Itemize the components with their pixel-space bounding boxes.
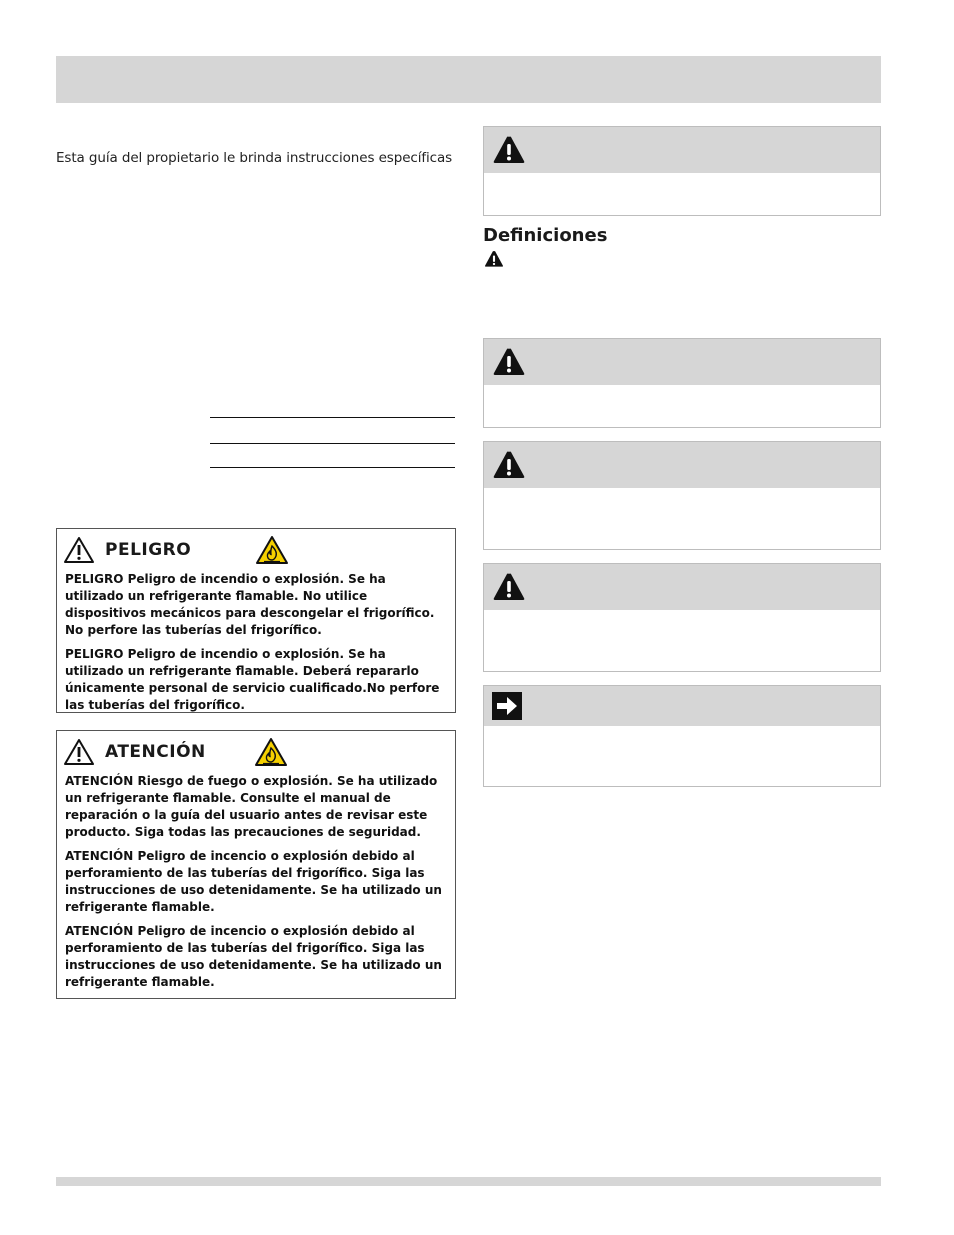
warning-triangle-icon [492,572,526,602]
danger-warning-box [56,528,456,713]
notice-header [484,127,880,173]
rule-line [210,467,455,468]
definitions-heading: Definiciones [483,225,608,246]
notice-header [484,564,880,610]
caution-warning-box [56,730,456,999]
warning-triangle-icon [63,536,95,564]
right-arrow-icon [492,692,522,720]
danger-title: PELIGRO [105,540,192,560]
caution-title: ATENCIÓN [105,742,206,762]
warning-triangle-icon [63,738,95,766]
danger-paragraph: PELIGRO Peligro de incendio o explosión. Se ha utilizado un refrigerante flamable. Deberá repararlo únicamente personal de servicio cualificado.No perfore las tuberías del frigorífico. [65,647,440,712]
warning-triangle-icon [484,250,504,268]
warning-triangle-icon [492,450,526,480]
footer-band [56,1177,881,1186]
danger-definition-box [483,338,881,428]
caution-box-header [57,731,455,773]
warning-notice-box [483,126,881,216]
danger-paragraph: PELIGRO Peligro de incendio o explosión. Se ha utilizado un refrigerante flamable. No utilice dispositivos mecánicos para descongelar el frigorífico. No perfore las tuberías del frigorífico. [65,572,435,637]
rule-line [210,443,455,444]
important-definition-box [483,685,881,787]
notice-header [484,442,880,488]
danger-box-header [57,529,455,571]
caution-definition-box [483,563,881,672]
flammable-fire-icon [254,737,288,767]
caution-paragraph: ATENCIÓN Peligro de incencio o explosión debido al perforamiento de las tuberías del frigorífico. Siga las instrucciones de uso detenidamente. Se ha utilizado un refrigerante flamable. [65,924,442,989]
header-band [56,56,881,103]
intro-text: Esta guía del propietario le brinda instrucciones específicas [56,150,453,166]
rule-line [210,417,455,418]
notice-header [484,339,880,385]
caution-paragraph: ATENCIÓN Riesgo de fuego o explosión. Se ha utilizado un refrigerante flamable. Consulte el manual de reparación o la guía del usuario antes de revisar este producto. Siga todas las precauciones de seguridad. [65,774,438,839]
warning-triangle-icon [492,347,526,377]
warning-definition-box [483,441,881,550]
notice-header [484,686,880,726]
warning-triangle-icon [492,135,526,165]
flammable-fire-icon [255,535,289,565]
caution-paragraph: ATENCIÓN Peligro de incencio o explosión debido al perforamiento de las tuberías del frigorífico. Siga las instrucciones de uso detenidamente. Se ha utilizado un refrigerante flamable. [65,849,442,914]
